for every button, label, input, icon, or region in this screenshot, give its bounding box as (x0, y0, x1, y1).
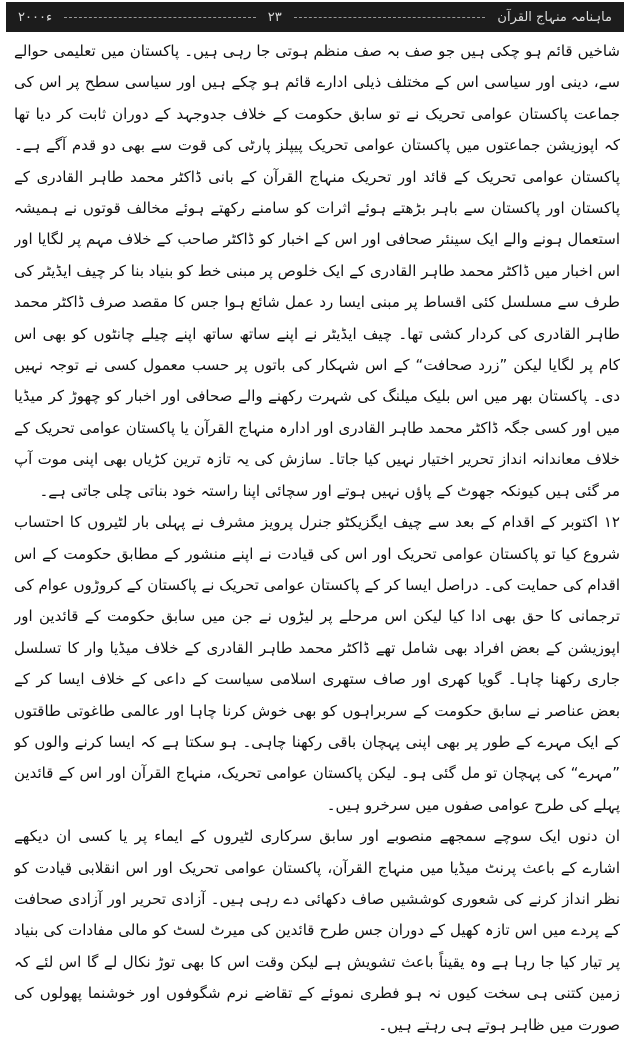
page-header (6, 2, 624, 32)
header-magazine-title: ماہنامہ منہاج القرآن (497, 9, 613, 25)
header-page-number: ۲۳ (267, 9, 282, 25)
header-date: ۲۰۰۰ء (18, 9, 53, 25)
article-paragraph-1: شاخیں قائم ہو چکی ہیں جو صف بہ صف منظم ہوتی جا رہی ہیں۔ پاکستان میں تعلیمی حوالے سے، دینی اور سیاسی اس کے مختلف ذیلی ادارے قائم ہو چکے ہیں اور سیاسی سطح پر اس کی جماعت پاکستان عوامی تحریک نے تو سابق حکومت کے خلاف جدوجہد کے دوران ثابت کر دیا تھا کہ اپوزیشن جماعتوں میں پاکستان عوامی تحریک پیپلز پارٹی کی قوت سے بھی دو قدم آگے ہے۔ پاکستان عوامی تحریک کے قائد اور تحریک منہاج القرآن کے بانی ڈاکٹر محمد طاہر القادری کے پاکستان اور پاکستان سے باہر بڑھتے ہوئے اثرات کو سامنے رکھتے ہوئے مخالف قوتوں نے ہمیشہ استعمال ہونے والے ایک سینئر صحافی اور اس کے اخبار کو ڈاکٹر صاحب کے خلاف مہم پر لگایا اور اس اخبار میں ڈاکٹر محمد طاہر القادری کے ایک خلوص پر مبنی خط کو بنیاد بنا کر چیف ایڈیٹر کی طرف سے مسلسل کئی اقساط پر مبنی ایسا رد عمل شائع ہوا جس کا مقصد صرف ڈاکٹر محمد طاہر القادری کی کردار کشی تھا۔ چیف ایڈیٹر نے اپنے ساتھ ساتھ اپنے چیلے چانٹوں کو بھی اس کام پر لگایا لیکن ”زرد صحافت“ کے اس شہکار کی باتوں پر حسب معمول کسی نے توجہ نہیں دی۔ پاکستان بھر میں اس بلیک میلنگ کی شہرت رکھنے والے صحافی اور اخبار کو چھوڑ کر میڈیا میں اور کسی جگہ ڈاکٹر محمد طاہر القادری اور ادارہ منہاج القرآن یا پاکستان عوامی تحریک کے خلاف معاندانہ انداز تحریر اختیار نہیں کیا جاتا۔ سازش کی یہ تازہ ترین کڑیاں بھی اپنی موت آپ مر گئی ہیں کیونکہ جھوٹ کے پاؤں نہیں ہوتے اور سچائی اپنا راستہ خود بناتی چلی جاتی ہے۔ (14, 42, 620, 500)
header-divider-left (64, 17, 256, 18)
article-paragraph-3: ان دنوں ایک سوچے سمجھے منصوبے اور سابق سرکاری لٹیروں کے ایماء پر یا کسی ان دیکھے اشارے کے باعث پرنٹ میڈیا میں منہاج القرآن، پاکستان عوامی تحریک اور اس انقلابی قیادت کو نظر انداز کرنے کی شعوری کوششیں صاف دکھائی دے رہی ہیں۔ آزادی تحریر اور آزادی صحافت کے پردے میں اس تازہ کھیل کے دوران جس طرح قائدین کی میرٹ لسٹ کو مالی مفادات کی بنیاد پر تیار کیا جا رہا ہے وہ یقیناً باعث تشویش ہے لیکن وقت اس کا بھی توڑ نکال لے گا اس لئے کہ زمین کتنی ہی سخت کیوں نہ ہو فطری نموئے کے تقاضے نرم شگوفوں اور خوشنما پھولوں کی صورت میں ظاہر ہوتے ہی رہتے ہیں۔ (14, 827, 620, 1034)
article-paragraph-2: ۱۲ اکتوبر کے اقدام کے بعد سے چیف ایگزیکٹو جنرل پرویز مشرف نے پہلی بار لٹیروں کا احتساب شروع کیا تو پاکستان عوامی تحریک اور اس کی قیادت نے اپنے منشور کے مطابق حکومت کے اس اقدام کی حمایت کی۔ دراصل ایسا کر کے پاکستان عوامی تحریک نے پاکستان کے کروڑوں عوام کی ترجمانی کا حق بھی ادا کیا لیکن اس مرحلے پر لیڑوں نے جن میں سابق حکومت کے قائدین اور اپوزیشن کے بعض افراد بھی شامل تھے ڈاکٹر محمد طاہر القادری کے خلاف میڈیا وار کا تسلسل جاری رکھنا چاہا۔ گویا کھری اور صاف ستھری اسلامی سیاست کے داعی کے خلاف ایسا کر کے بعض عناصر نے سابق حکومت کے سربراہوں کو بھی خوش کرنا چاہا اور عالمی طاغوتی طاقتوں کے ایک مہرے کے طور پر بھی اپنی پہچان باقی رکھنا چاہی۔ ہو سکتا ہے کہ ایسا کرنے والوں کو ”مہرے“ کی پہچان تو مل گئی ہو۔ لیکن پاکستان عوامی تحریک، منہاج القرآن اور اس کے قائدین پہلے کی طرح عوامی صفوں میں سرخرو ہیں۔ (14, 513, 620, 814)
header-divider-right (294, 17, 486, 18)
article-body (14, 36, 620, 1044)
